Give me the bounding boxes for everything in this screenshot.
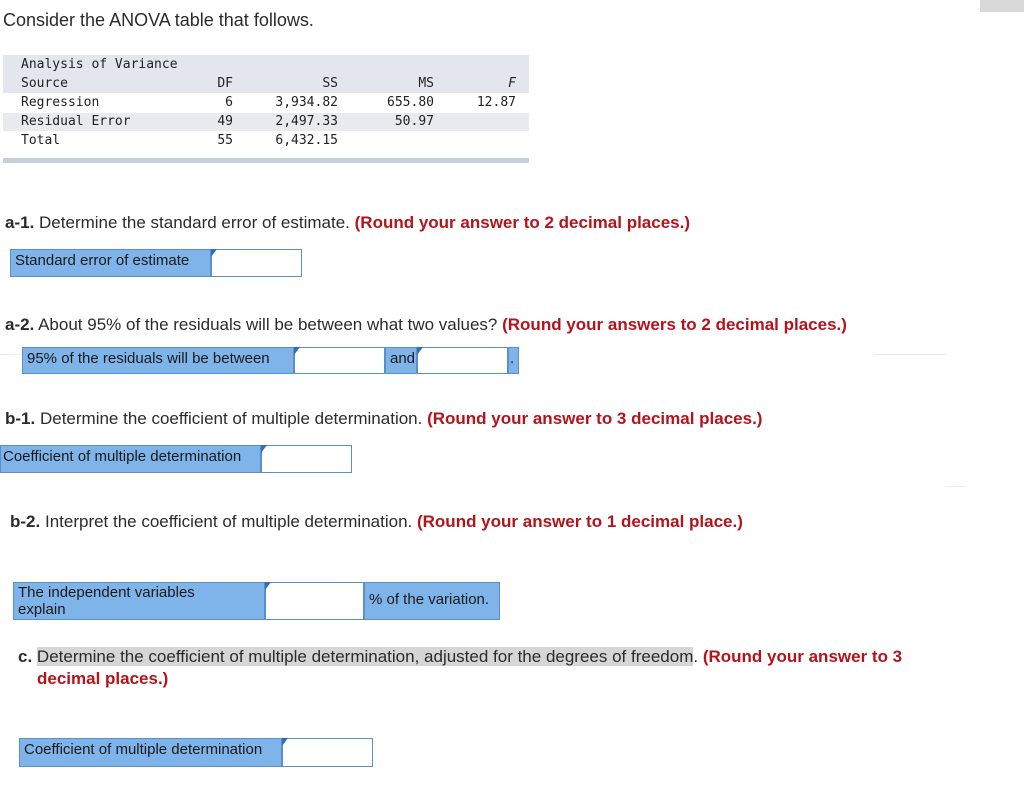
question-a2: a-2. About 95% of the residuals will be between what two values? (Round your answers to 2 decimal places.) (5, 315, 847, 334)
standard-error-label: Standard error of estimate (10, 249, 211, 277)
divider-left (0, 354, 20, 355)
variation-percent-input[interactable] (265, 582, 364, 620)
table-bottom-rule (3, 158, 529, 163)
row-total-source: Total (21, 133, 61, 148)
header-source: Source (21, 76, 68, 91)
header-ms: MS (418, 76, 434, 91)
independent-variables-label: The independent variables explain (13, 582, 265, 620)
corner-tab (980, 0, 1024, 12)
divider-right (875, 354, 947, 355)
header-ss: SS (322, 76, 338, 91)
coef-determination-label: Coefficient of multiple determination (0, 445, 261, 473)
question-c: c. Determine the coefficient of multiple determination, adjusted for the degrees of freedom. (Round your answer to 3 decimal places.) (18, 647, 903, 688)
row-residual-ms: 50.97 (394, 114, 434, 129)
coef-determination-input[interactable] (261, 445, 352, 473)
row-total-df: 55 (217, 133, 233, 148)
adjusted-coef-label: Coefficient of multiple determination (19, 738, 282, 767)
question-a1: a-1. Determine the standard error of estimate. (Round your answer to 2 decimal places.) (5, 213, 691, 232)
table-title: Analysis of Variance (21, 57, 178, 72)
and-label: and (385, 347, 417, 374)
row-regression-ss: 3,934.82 (275, 95, 338, 110)
row-regression-df: 6 (225, 95, 233, 110)
intro-text: Consider the ANOVA table that follows. (3, 10, 314, 30)
header-f: F (508, 76, 516, 91)
header-df: DF (217, 76, 233, 91)
adjusted-coef-input[interactable] (282, 738, 373, 767)
row-residual-ss: 2,497.33 (275, 114, 338, 129)
period-label: . (508, 347, 519, 374)
variation-suffix-label: % of the variation. (364, 582, 500, 620)
row-residual-df: 49 (217, 114, 233, 129)
residuals-lower-input[interactable] (294, 347, 385, 374)
standard-error-input[interactable] (211, 249, 302, 277)
residuals-upper-input[interactable] (417, 347, 508, 374)
residuals-between-label: 95% of the residuals will be between (22, 347, 294, 374)
row-regression-f: 12.87 (476, 95, 516, 110)
row-total-ss: 6,432.15 (275, 133, 338, 148)
divider-b (945, 486, 965, 487)
row-regression-ms: 655.80 (387, 95, 434, 110)
row-residual-source: Residual Error (21, 114, 131, 129)
question-b2: b-2. Interpret the coefficient of multiple determination. (Round your answer to 1 decimal place.) (10, 512, 743, 531)
anova-table (3, 55, 529, 163)
row-regression-source: Regression (21, 95, 100, 110)
question-b1: b-1. Determine the coefficient of multiple determination. (Round your answer to 3 decimal places.) (5, 409, 763, 428)
